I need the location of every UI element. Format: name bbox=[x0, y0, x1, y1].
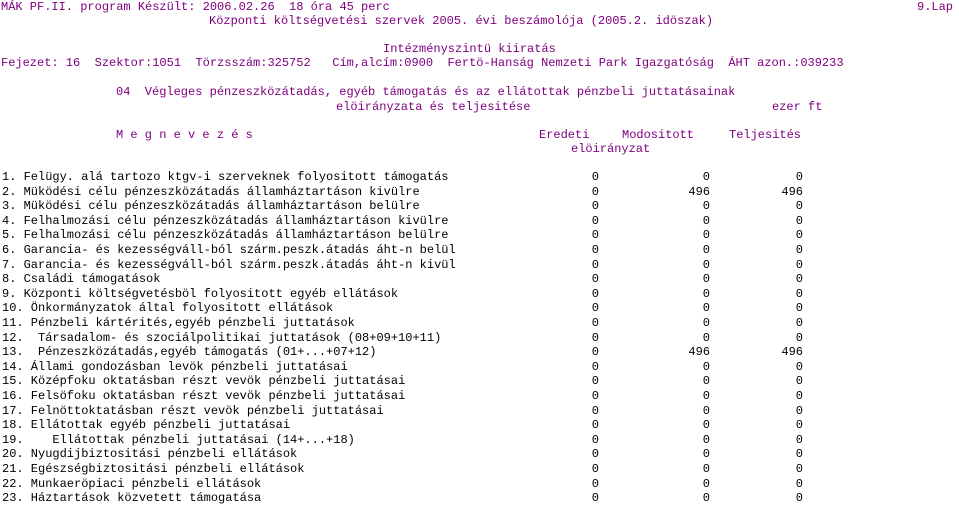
original-value: 0 bbox=[591, 462, 599, 476]
original-value: 0 bbox=[591, 389, 599, 403]
column-header-original: Eredeti bbox=[539, 128, 590, 142]
original-value: 0 bbox=[591, 491, 599, 505]
column-header-actual: Teljesités bbox=[729, 128, 802, 142]
report-header-left: MÁK PF.II. program Készült: 2006.02.26 18 óra 45 perc bbox=[1, 0, 390, 14]
report-title: Központi költségvetési szervek 2005. évi beszámolója (2005.2. idöszak) bbox=[209, 14, 714, 28]
row-label: 14. Állami gondozásban levök pénzbeli juttatásai bbox=[2, 360, 348, 374]
actual-value: 0 bbox=[795, 404, 803, 418]
original-value: 0 bbox=[591, 170, 599, 184]
original-value: 0 bbox=[591, 477, 599, 491]
actual-value: 496 bbox=[781, 345, 803, 359]
modified-value: 0 bbox=[702, 404, 710, 418]
row-label: 12. Társadalom- és szociálpolitikai juttatások (08+09+10+11) bbox=[2, 331, 442, 345]
original-value: 0 bbox=[591, 433, 599, 447]
row-label: 11. Pénzbeli kártérités,egyéb pénzbeli juttatások bbox=[2, 316, 355, 330]
original-value: 0 bbox=[591, 345, 599, 359]
original-value: 0 bbox=[591, 214, 599, 228]
original-value: 0 bbox=[591, 418, 599, 432]
actual-value: 0 bbox=[795, 477, 803, 491]
original-value: 0 bbox=[591, 301, 599, 315]
actual-value: 0 bbox=[795, 287, 803, 301]
modified-value: 0 bbox=[702, 447, 710, 461]
row-label: 21. Egészségbiztositási pénzbeli ellátások bbox=[2, 462, 305, 476]
row-label: 17. Felnöttoktatásban részt vevök pénzbeli juttatásai bbox=[2, 404, 384, 418]
modified-value: 0 bbox=[702, 287, 710, 301]
row-label: 1. Felügy. alá tartozo ktgv-i szerveknek folyositott támogatás bbox=[2, 170, 449, 184]
modified-value: 0 bbox=[702, 316, 710, 330]
actual-value: 496 bbox=[781, 185, 803, 199]
original-value: 0 bbox=[591, 228, 599, 242]
original-value: 0 bbox=[591, 272, 599, 286]
actual-value: 0 bbox=[795, 374, 803, 388]
row-label: 10. Önkormányzatok által folyositott ellátások bbox=[2, 301, 334, 315]
actual-value: 0 bbox=[795, 491, 803, 505]
original-value: 0 bbox=[591, 360, 599, 374]
actual-value: 0 bbox=[795, 331, 803, 345]
row-label: 9. Központi költségvetésböl folyositott egyéb ellátások bbox=[2, 287, 399, 301]
actual-value: 0 bbox=[795, 433, 803, 447]
actual-value: 0 bbox=[795, 258, 803, 272]
modified-value: 496 bbox=[688, 345, 710, 359]
actual-value: 0 bbox=[795, 301, 803, 315]
column-header-name: M e g n e v e z é s bbox=[116, 128, 253, 142]
actual-value: 0 bbox=[795, 389, 803, 403]
row-label: 20. Nyugdijbiztositási pénzbeli ellátások bbox=[2, 447, 298, 461]
modified-value: 0 bbox=[702, 228, 710, 242]
actual-value: 0 bbox=[795, 462, 803, 476]
row-label: 23. Háztartások közvetett támogatása bbox=[2, 491, 262, 505]
actual-value: 0 bbox=[795, 418, 803, 432]
original-value: 0 bbox=[591, 258, 599, 272]
actual-value: 0 bbox=[795, 170, 803, 184]
modified-value: 0 bbox=[702, 360, 710, 374]
institution-info: Fejezet: 16 Szektor:1051 Törzsszám:325752 Cím,alcím:0900 Fertö-Hanság Nemzeti Park Igazgatóság ÁHT azon.:039233 bbox=[1, 56, 844, 70]
row-label: 22. Munkaeröpiaci pénzbeli ellátások bbox=[2, 477, 262, 491]
original-value: 0 bbox=[591, 374, 599, 388]
modified-value: 0 bbox=[702, 462, 710, 476]
modified-value: 0 bbox=[702, 374, 710, 388]
actual-value: 0 bbox=[795, 360, 803, 374]
section-title: 04 Végleges pénzeszközátadás, egyéb támogatás és az ellátottak pénzbeli juttatásainak bbox=[116, 85, 736, 99]
actual-value: 0 bbox=[795, 243, 803, 257]
modified-value: 0 bbox=[702, 272, 710, 286]
section-subtitle: elöirányzata és teljesitése bbox=[336, 100, 531, 114]
row-label: 13. Pénzeszközátadás,egyéb támogatás (01+...+07+12) bbox=[2, 345, 377, 359]
actual-value: 0 bbox=[795, 447, 803, 461]
modified-value: 496 bbox=[688, 185, 710, 199]
page-number: 9.Lap bbox=[917, 0, 954, 14]
modified-value: 0 bbox=[702, 214, 710, 228]
row-label: 4. Felhalmozási célu pénzeszközátadás államháztartáson kivülre bbox=[2, 214, 449, 228]
modified-value: 0 bbox=[702, 170, 710, 184]
modified-value: 0 bbox=[702, 418, 710, 432]
row-label: 15. Középfoku oktatásban részt vevök pénzbeli juttatásai bbox=[2, 374, 406, 388]
row-label: 3. Müködési célu pénzeszközátadás államháztartáson belülre bbox=[2, 199, 420, 213]
modified-value: 0 bbox=[702, 243, 710, 257]
modified-value: 0 bbox=[702, 491, 710, 505]
modified-value: 0 bbox=[702, 199, 710, 213]
original-value: 0 bbox=[591, 199, 599, 213]
row-label: 18. Ellátottak egyéb pénzbeli juttatásai bbox=[2, 418, 291, 432]
original-value: 0 bbox=[591, 331, 599, 345]
original-value: 0 bbox=[591, 243, 599, 257]
modified-value: 0 bbox=[702, 301, 710, 315]
modified-value: 0 bbox=[702, 258, 710, 272]
row-label: 5. Felhalmozási célu pénzeszközátadás államháztartáson belülre bbox=[2, 228, 449, 242]
listing-type: Intézményszintü kiiratás bbox=[383, 42, 556, 56]
row-label: 16. Felsöfoku oktatásban részt vevök pénzbeli juttatásai bbox=[2, 389, 406, 403]
unit-label: ezer ft bbox=[772, 100, 823, 114]
row-label: 2. Müködési célu pénzeszközátadás államháztartáson kivülre bbox=[2, 185, 420, 199]
modified-value: 0 bbox=[702, 433, 710, 447]
modified-value: 0 bbox=[702, 331, 710, 345]
column-header-modified: Modositott bbox=[622, 128, 695, 142]
original-value: 0 bbox=[591, 287, 599, 301]
actual-value: 0 bbox=[795, 272, 803, 286]
actual-value: 0 bbox=[795, 214, 803, 228]
column-header-original-sub: elöirányzat bbox=[571, 142, 651, 156]
modified-value: 0 bbox=[702, 477, 710, 491]
actual-value: 0 bbox=[795, 228, 803, 242]
row-label: 8. Családi támogatások bbox=[2, 272, 161, 286]
row-label: 7. Garancia- és kezességváll-ból szárm.peszk.átadás áht-n kivül bbox=[2, 258, 456, 272]
row-label: 19. Ellátottak pénzbeli juttatásai (14+...+18) bbox=[2, 433, 355, 447]
row-label: 6. Garancia- és kezességváll-ból szárm.peszk.átadás áht-n belül bbox=[2, 243, 456, 257]
original-value: 0 bbox=[591, 404, 599, 418]
actual-value: 0 bbox=[795, 199, 803, 213]
original-value: 0 bbox=[591, 185, 599, 199]
modified-value: 0 bbox=[702, 389, 710, 403]
actual-value: 0 bbox=[795, 316, 803, 330]
original-value: 0 bbox=[591, 316, 599, 330]
original-value: 0 bbox=[591, 447, 599, 461]
